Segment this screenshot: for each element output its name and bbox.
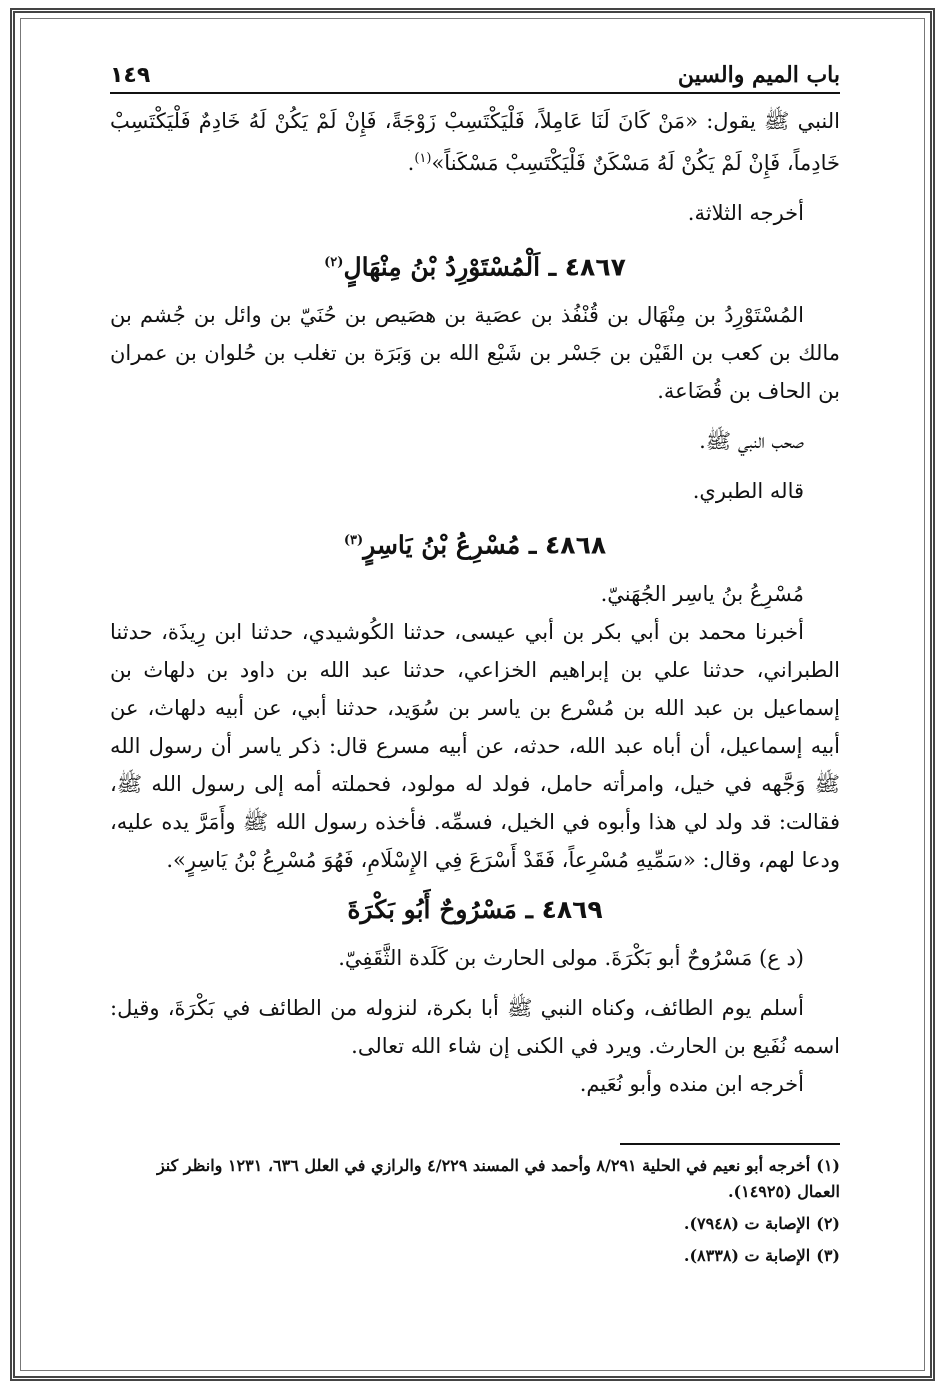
entry-number: ٤٨٦٨	[545, 530, 607, 560]
entry-paragraph: أخرجه ابن منده وأبو نُعَيم.	[579, 1071, 804, 1096]
footnote-text: الإصابة ت (٨٣٣٨).	[683, 1245, 811, 1265]
entry-heading	[110, 889, 840, 931]
entry-heading	[110, 242, 840, 288]
footnote	[110, 1243, 840, 1269]
entry-name: ـ مُسْرِعُ بْنُ يَاسِرٍ	[363, 530, 546, 560]
footnote-text: أخرجه أبو نعيم في الحلية ٨/٢٩١ وأحمد في المسند ٤/٢٢٩ والرازي في العلل ٦٣٦، ١٢٣١ وانظر كنز العمال (١٤٩٢٥).	[156, 1155, 840, 1201]
page-header	[110, 58, 840, 94]
entry-number: ٤٨٦٩	[541, 894, 603, 924]
footnote-mark: (٣)	[816, 1245, 840, 1265]
footnote-ref: (٣)	[343, 533, 364, 549]
intro-end: .	[407, 151, 415, 175]
entry-heading	[110, 520, 840, 566]
intro-paragraph	[110, 102, 840, 182]
entry-paragraph: المُسْتَوْرِدُ بن مِنْهَال بن قُنْفُذ بن عصَية بن هصَيص بن حُنَيّ بن وائل بن جُشم بن مالك بن كعب بن القَيْن بن جَسْر بن شَيْع الله بن وَبَرَة بن تغلب بن حُلوان بن عمران بن الحاف بن قُضَاعة.	[110, 303, 840, 404]
entry-name: ـ مَسْرُوحٌ أَبُو بَكْرَةَ	[347, 894, 542, 924]
footnote	[110, 1153, 840, 1205]
running-title: باب الميم والسين	[677, 62, 840, 88]
entry-paragraph: صحب النبي ﷺ.	[699, 429, 804, 454]
footnote-divider	[620, 1143, 840, 1145]
entry-paragraph: مُسْرِعُ بنُ ياسِر الجُهَنيّ.	[600, 581, 804, 606]
book-page	[110, 58, 840, 1358]
entry-paragraph: قاله الطبري.	[692, 479, 804, 504]
intro-text: النبي ﷺ يقول: «مَنْ كَانَ لَنَا عَامِلاً، فَلْيَكْتَسِبْ زَوْجَةً، فَإِنْ لَمْ يَكُنْ لَهُ خَادِمٌ فَلْيَكْتَسِبْ خَادِماً، فَإِنْ لَمْ يَكُنْ لَهُ مَسْكَنٌ فَلْيَكْتَسِبْ مَسْكَناً»	[110, 109, 840, 175]
page-number: ١٤٩	[110, 63, 151, 88]
footnote	[110, 1211, 840, 1237]
entry-number: ٤٨٦٧	[564, 252, 626, 282]
footnote-mark: (١)	[816, 1155, 840, 1175]
entry-paragraph: أسلم يوم الطائف، وكناه النبي ﷺ أبا بكرة، لنزوله من الطائف في بَكْرَةَ، وقيل: اسمه نُفَيع بن الحارث. ويرد في الكنى إن شاء الله تعالى.	[110, 995, 840, 1058]
entry-name: ـ اَلْمُسْتَوْرِدُ بْنُ مِنْهَالٍ	[343, 252, 565, 282]
entry-paragraph: أخبرنا محمد بن أبي بكر بن أبي عيسى، حدثنا الكُوشيدي، حدثنا ابن رِيذَة، حدثنا الطبراني، حدثنا علي بن إبراهيم الخزاعي، حدثنا عبد الله بن داود بن دلهاث بن إسماعيل بن عبد الله بن مُسْرع بن ياسر بن سُوَيد، حدثنا أبي، عن أبيه دلهاث، عن أبيه إسماعيل، أن أباه عبد الله، حدثه، عن أبيه مسرع قال: ذكر ياسر أن رسول الله ﷺ وَجَّهه في خيل، وامرأته حامل، فولد له مولود، فحملته أمه إلى رسول الله ﷺ، فقالت: قد ولد لي هذا وأبوه في الخيل، فسمِّه. فأخذه رسول الله ﷺ وأَمَرَّ يده عليه، ودعا لهم، وقال: «سَمِّيهِ مُسْرِعاً، فَقَدْ أَسْرَعَ فِي الإِسْلَامِ، فَهُوَ مُسْرِعُ بْنُ يَاسِرٍ».	[110, 619, 840, 872]
footnote-text: الإصابة ت (٧٩٤٨).	[683, 1213, 811, 1233]
entry-paragraph: (د ع) مَسْرُوحٌ أبو بَكْرَةَ. مولى الحارث بن كَلَدة الثَّقَفِيّ.	[338, 945, 804, 970]
intro-note: أخرجه الثلاثة.	[687, 201, 804, 225]
footnote-ref: (٢)	[324, 255, 344, 270]
footnote-ref: (١)	[414, 151, 432, 166]
footnote-mark: (٢)	[816, 1213, 840, 1233]
